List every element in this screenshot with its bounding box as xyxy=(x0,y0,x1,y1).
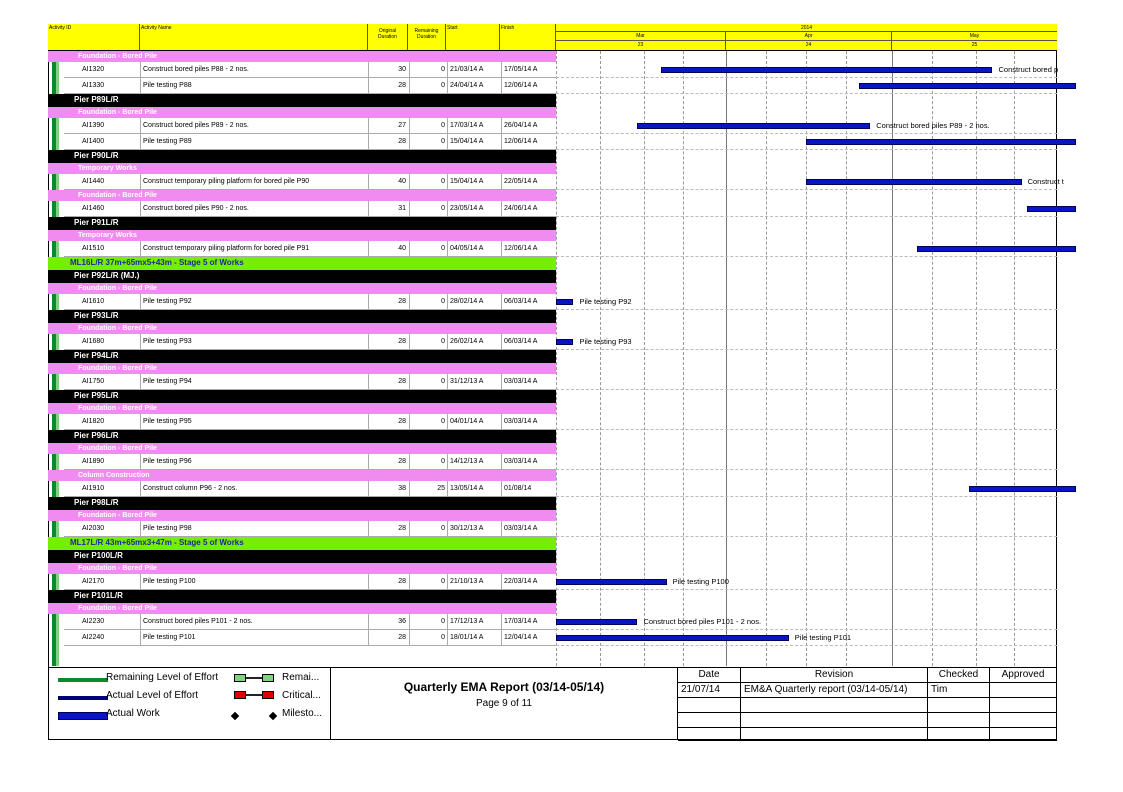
rev-blank-rev-1 xyxy=(741,698,928,713)
remaining-duration: 0 xyxy=(409,414,447,429)
gantt-gridline xyxy=(644,51,645,666)
activity-name: Pile testing P100 xyxy=(140,574,370,589)
gantt-row-line xyxy=(556,216,1057,217)
legend-remaining-swatch-end xyxy=(262,674,274,682)
remaining-duration: 0 xyxy=(409,78,447,93)
original-duration: 38 xyxy=(368,481,409,496)
remaining-duration: 0 xyxy=(409,201,447,216)
gantt-bar[interactable] xyxy=(969,486,1076,492)
remaining-duration: 25 xyxy=(409,481,447,496)
wbs-label: Pier P95L/R xyxy=(48,390,556,403)
activity-id: AI1890 xyxy=(82,458,105,465)
rev-blank-chk-2 xyxy=(928,713,990,728)
milestone-icon xyxy=(231,712,239,720)
remaining-duration: 0 xyxy=(409,174,447,189)
gantt-bar[interactable] xyxy=(556,619,637,625)
finish-date: 12/04/14 A xyxy=(501,630,556,645)
activity-id: AI1820 xyxy=(82,418,105,425)
activity-cells xyxy=(64,134,556,150)
activity-name: Construct temporary piling platform for bored pile P90 xyxy=(140,174,370,189)
rev-blank-date-1 xyxy=(678,698,741,713)
gantt-row-line xyxy=(556,429,1057,430)
gantt-row-line xyxy=(556,133,1057,134)
gantt-row-line xyxy=(556,77,1057,78)
wbs-label: Foundation - Bored Pile xyxy=(48,190,556,201)
wbs-label: Pier P90L/R xyxy=(48,150,556,163)
activity-cells xyxy=(64,630,556,646)
remaining-duration: 0 xyxy=(409,334,447,349)
gantt-row-line xyxy=(556,469,1057,470)
gantt-bar[interactable] xyxy=(556,635,789,641)
gantt-row-line xyxy=(556,629,1057,630)
legend-critical-swatch-end xyxy=(262,691,274,699)
revision-table xyxy=(677,667,1057,740)
gantt-bar[interactable] xyxy=(1027,206,1076,212)
timescale-week-24: 24 xyxy=(726,41,892,50)
original-duration: 28 xyxy=(368,78,409,93)
timescale-week-23: 23 xyxy=(556,41,726,50)
rev-header-checked: Checked xyxy=(928,668,990,683)
activity-cells xyxy=(64,614,556,630)
legend-remaining-loe-swatch xyxy=(58,678,108,682)
finish-date: 24/06/14 A xyxy=(501,201,556,216)
legend-remaining-swatch xyxy=(234,674,246,682)
wbs-label: Foundation - Bored Pile xyxy=(48,603,556,614)
legend-remaining-label: Remai... xyxy=(282,672,320,683)
remaining-duration: 0 xyxy=(409,574,447,589)
start-date: 15/04/14 A xyxy=(447,174,501,189)
finish-date: 17/05/14 A xyxy=(501,62,556,77)
start-date: 28/02/14 A xyxy=(447,294,501,309)
original-duration: 40 xyxy=(368,174,409,189)
gantt-bar-label: Pile testing P93 xyxy=(579,337,632,346)
legend-actual-loe-label: Actual Level of Effort xyxy=(106,690,199,701)
activity-cells xyxy=(64,374,556,390)
rev-header-date: Date xyxy=(678,668,741,683)
gantt-row-line xyxy=(556,149,1057,150)
wbs-label: Foundation - Bored Pile xyxy=(48,283,556,294)
activity-name: Construct temporary piling platform for bored pile P91 xyxy=(140,241,370,256)
rev-blank-date-2 xyxy=(678,713,741,728)
activity-id: AI2240 xyxy=(82,634,105,641)
activity-id: AI1460 xyxy=(82,205,105,212)
activity-name: Construct column P96 - 2 nos. xyxy=(140,481,370,496)
wbs-label: Foundation - Bored Pile xyxy=(48,363,556,374)
start-date: 21/03/14 A xyxy=(447,62,501,77)
activity-id: AI1910 xyxy=(82,485,105,492)
gantt-bar-label: Construct bored p xyxy=(998,65,1059,74)
gantt-gridline xyxy=(726,51,727,666)
activity-cells xyxy=(64,521,556,537)
activity-name: Pile testing P89 xyxy=(140,134,370,149)
activity-id: AI2030 xyxy=(82,525,105,532)
gantt-row-line xyxy=(556,256,1057,257)
gantt-bar[interactable] xyxy=(917,246,1076,252)
original-duration: 30 xyxy=(368,62,409,77)
gantt-bar[interactable] xyxy=(661,67,993,73)
wbs-label: Temporary Works xyxy=(48,230,556,241)
activity-name: Pile testing P93 xyxy=(140,334,370,349)
gantt-bar-label: Pile testing P100 xyxy=(672,577,729,586)
legend-actual-work-label: Actual Work xyxy=(106,708,160,719)
page-number: Page 9 of 11 xyxy=(476,698,532,709)
gantt-row-line xyxy=(556,389,1057,390)
activity-id: AI1330 xyxy=(82,82,105,89)
remaining-duration: 0 xyxy=(409,294,447,309)
timescale-month-apr: Apr xyxy=(726,32,892,41)
legend xyxy=(48,667,331,740)
activity-id: AI1510 xyxy=(82,245,105,252)
wbs-label: Pier P94L/R xyxy=(48,350,556,363)
finish-date: 06/03/14 A xyxy=(501,334,556,349)
original-duration: 28 xyxy=(368,334,409,349)
activity-id: AI1680 xyxy=(82,338,105,345)
start-date: 30/12/13 A xyxy=(447,521,501,536)
col-finish[interactable]: Finish xyxy=(500,24,556,50)
start-date: 04/01/14 A xyxy=(447,414,501,429)
finish-date: 03/03/14 A xyxy=(501,454,556,469)
start-date: 13/05/14 A xyxy=(447,481,501,496)
gantt-bar-label: Construct t xyxy=(1027,177,1064,186)
wbs-label: Foundation - Bored Pile xyxy=(48,510,556,521)
activity-cells xyxy=(64,174,556,190)
start-date: 17/12/13 A xyxy=(447,614,501,629)
wbs-label: Foundation - Bored Pile xyxy=(48,107,556,118)
activity-id: AI1400 xyxy=(82,138,105,145)
start-date: 17/03/14 A xyxy=(447,118,501,133)
remaining-duration: 0 xyxy=(409,630,447,645)
timescale-month-may: May xyxy=(892,32,1057,41)
finish-date: 12/06/14 A xyxy=(501,241,556,256)
rev-blank-app-3 xyxy=(990,728,1057,741)
rev-header-approved: Approved xyxy=(990,668,1057,683)
finish-date: 12/06/14 A xyxy=(501,78,556,93)
activity-name: Construct bored piles P89 - 2 nos. xyxy=(140,118,370,133)
legend-milestone-label: Milesto... xyxy=(282,708,323,719)
gantt-gridline xyxy=(600,51,601,666)
remaining-duration: 0 xyxy=(409,374,447,389)
milestone-end-icon xyxy=(269,712,277,720)
original-duration: 31 xyxy=(368,201,409,216)
rev-header-revision: Revision xyxy=(741,668,928,683)
gantt-row-line xyxy=(556,349,1057,350)
activity-cells xyxy=(64,454,556,470)
gantt-row-line xyxy=(556,496,1057,497)
activity-id: AI1440 xyxy=(82,178,105,185)
rev-blank-chk-3 xyxy=(928,728,990,741)
wbs-label: ML16L/R 37m+65mx5+43m - Stage 5 of Works xyxy=(48,257,556,270)
original-duration: 28 xyxy=(368,374,409,389)
activity-cells xyxy=(64,118,556,134)
remaining-duration: 0 xyxy=(409,521,447,536)
finish-date: 26/04/14 A xyxy=(501,118,556,133)
rev-description: EM&A Quarterly report (03/14-05/14) xyxy=(741,683,928,698)
remaining-duration: 0 xyxy=(409,241,447,256)
activity-name: Pile testing P88 xyxy=(140,78,370,93)
wbs-label: Pier P101L/R xyxy=(48,590,556,603)
finish-date: 22/03/14 A xyxy=(501,574,556,589)
activity-cells xyxy=(64,62,556,78)
remaining-duration: 0 xyxy=(409,62,447,77)
wbs-label: Foundation - Bored Pile xyxy=(48,323,556,334)
original-duration: 28 xyxy=(368,454,409,469)
start-date: 14/12/13 A xyxy=(447,454,501,469)
finish-date: 17/03/14 A xyxy=(501,614,556,629)
activity-name: Construct bored piles P101 - 2 nos. xyxy=(140,614,370,629)
finish-date: 12/06/14 A xyxy=(501,134,556,149)
start-date: 04/05/14 A xyxy=(447,241,501,256)
activity-name: Pile testing P94 xyxy=(140,374,370,389)
gantt-bar-label: Construct bored piles P101 - 2 nos. xyxy=(643,617,762,626)
original-duration: 27 xyxy=(368,118,409,133)
remaining-duration: 0 xyxy=(409,614,447,629)
finish-date: 06/03/14 A xyxy=(501,294,556,309)
wbs-label: Foundation - Bored Pile xyxy=(48,563,556,574)
gantt-bar[interactable] xyxy=(806,139,1076,145)
finish-date: 03/03/14 A xyxy=(501,521,556,536)
activity-name: Pile testing P101 xyxy=(140,630,370,645)
activity-cells xyxy=(64,574,556,590)
activity-cells xyxy=(64,201,556,217)
finish-date: 22/05/14 A xyxy=(501,174,556,189)
col-original-duration[interactable]: Original Duration xyxy=(368,24,408,50)
legend-actual-work-swatch xyxy=(58,712,108,720)
activity-cells xyxy=(64,334,556,350)
start-date: 26/02/14 A xyxy=(447,334,501,349)
rev-blank-rev-2 xyxy=(741,713,928,728)
legend-critical-swatch xyxy=(234,691,246,699)
remaining-duration: 0 xyxy=(409,118,447,133)
gantt-bar-label: Construct bored piles P89 - 2 nos. xyxy=(876,121,990,130)
activity-id: AI1750 xyxy=(82,378,105,385)
activity-id: AI2170 xyxy=(82,578,105,585)
col-remaining-duration[interactable]: Remaining Duration xyxy=(408,24,446,50)
wbs-label: Foundation - Bored Pile xyxy=(48,51,556,62)
gantt-gridline xyxy=(766,51,767,666)
activity-id: AI2230 xyxy=(82,618,105,625)
rev-blank-rev-3 xyxy=(741,728,928,741)
legend-critical-label: Critical... xyxy=(282,690,321,701)
timescale-header xyxy=(556,24,1057,50)
rev-checked: Tim xyxy=(928,683,990,698)
original-duration: 40 xyxy=(368,241,409,256)
gantt-row-line xyxy=(556,645,1057,646)
wbs-label: Pier P96L/R xyxy=(48,430,556,443)
rev-blank-app-1 xyxy=(990,698,1057,713)
rev-blank-chk-1 xyxy=(928,698,990,713)
rev-blank-date-3 xyxy=(678,728,741,741)
gantt-gridline xyxy=(556,51,557,666)
activity-cells xyxy=(64,414,556,430)
wbs-label: Foundation - Bored Pile xyxy=(48,443,556,454)
activity-name: Construct bored piles P88 - 2 nos. xyxy=(140,62,370,77)
remaining-duration: 0 xyxy=(409,454,447,469)
activity-id: AI1610 xyxy=(82,298,105,305)
start-date: 31/12/13 A xyxy=(447,374,501,389)
remaining-duration: 0 xyxy=(409,134,447,149)
gantt-row-line xyxy=(556,589,1057,590)
gantt-bar[interactable] xyxy=(556,579,667,585)
start-date: 23/05/14 A xyxy=(447,201,501,216)
wbs-label: Pier P91L/R xyxy=(48,217,556,230)
report-title-block xyxy=(331,667,677,740)
original-duration: 28 xyxy=(368,574,409,589)
activity-cells xyxy=(64,294,556,310)
wbs-label: Column Construction xyxy=(48,470,556,481)
wbs-label: Foundation - Bored Pile xyxy=(48,403,556,414)
activity-cells xyxy=(64,241,556,257)
timescale-year: 2014 xyxy=(556,24,1057,32)
col-activity-id[interactable]: Activity ID xyxy=(48,24,140,50)
activity-cells xyxy=(64,78,556,94)
gantt-gridline xyxy=(683,51,684,666)
report-title: Quarterly EMA Report (03/14-05/14) xyxy=(403,680,605,694)
original-duration: 28 xyxy=(368,414,409,429)
wbs-label: Pier P92L/R (MJ.) xyxy=(48,270,556,283)
col-start[interactable]: Start xyxy=(446,24,500,50)
original-duration: 28 xyxy=(368,521,409,536)
start-date: 24/04/14 A xyxy=(447,78,501,93)
timescale-month-mar: Mar xyxy=(556,32,726,41)
timescale-week-25: 25 xyxy=(971,42,978,48)
gantt-bar[interactable] xyxy=(806,179,1021,185)
gantt-bar[interactable] xyxy=(637,123,870,129)
gantt-bar-label: Pile testing P101 xyxy=(794,633,852,642)
wbs-label: ML17L/R 43m+65mx3+47m - Stage 5 of Works xyxy=(48,537,556,550)
activity-id: AI1320 xyxy=(82,66,105,73)
legend-actual-loe-swatch xyxy=(58,696,108,700)
activity-name: Construct bored piles P90 - 2 nos. xyxy=(140,201,370,216)
gantt-row-line xyxy=(556,536,1057,537)
activity-name: Pile testing P92 xyxy=(140,294,370,309)
start-date: 18/01/14 A xyxy=(447,630,501,645)
finish-date: 01/08/14 xyxy=(501,481,556,496)
gantt-bar[interactable] xyxy=(556,299,573,305)
activity-name: Pile testing P96 xyxy=(140,454,370,469)
wbs-label: Pier P98L/R xyxy=(48,497,556,510)
gantt-row-line xyxy=(556,189,1057,190)
wbs-label: Pier P93L/R xyxy=(48,310,556,323)
activity-id: AI1390 xyxy=(82,122,105,129)
start-date: 15/04/14 A xyxy=(447,134,501,149)
gantt-row-line xyxy=(556,93,1057,94)
wbs-label: Temporary Works xyxy=(48,163,556,174)
wbs-label: Pier P100L/R xyxy=(48,550,556,563)
gantt-row-line xyxy=(556,309,1057,310)
gantt-chart xyxy=(556,51,1064,666)
original-duration: 28 xyxy=(368,134,409,149)
activity-cells xyxy=(64,481,556,497)
legend-remaining-loe-label: Remaining Level of Effort xyxy=(106,672,219,683)
gantt-bar[interactable] xyxy=(556,339,573,345)
col-activity-name[interactable]: Activity Name xyxy=(140,24,368,50)
rev-blank-app-2 xyxy=(990,713,1057,728)
finish-date: 03/03/14 A xyxy=(501,374,556,389)
gantt-bar-label: Pile testing P92 xyxy=(579,297,632,306)
column-header xyxy=(48,24,1057,51)
finish-date: 03/03/14 A xyxy=(501,414,556,429)
wbs-label: Pier P89L/R xyxy=(48,94,556,107)
original-duration: 28 xyxy=(368,630,409,645)
original-duration: 28 xyxy=(368,294,409,309)
activity-name: Pile testing P95 xyxy=(140,414,370,429)
gantt-bar[interactable] xyxy=(859,83,1076,89)
start-date: 21/10/13 A xyxy=(447,574,501,589)
rev-approved xyxy=(990,683,1057,698)
activity-name: Pile testing P98 xyxy=(140,521,370,536)
rev-date: 21/07/14 xyxy=(678,683,741,698)
original-duration: 36 xyxy=(368,614,409,629)
